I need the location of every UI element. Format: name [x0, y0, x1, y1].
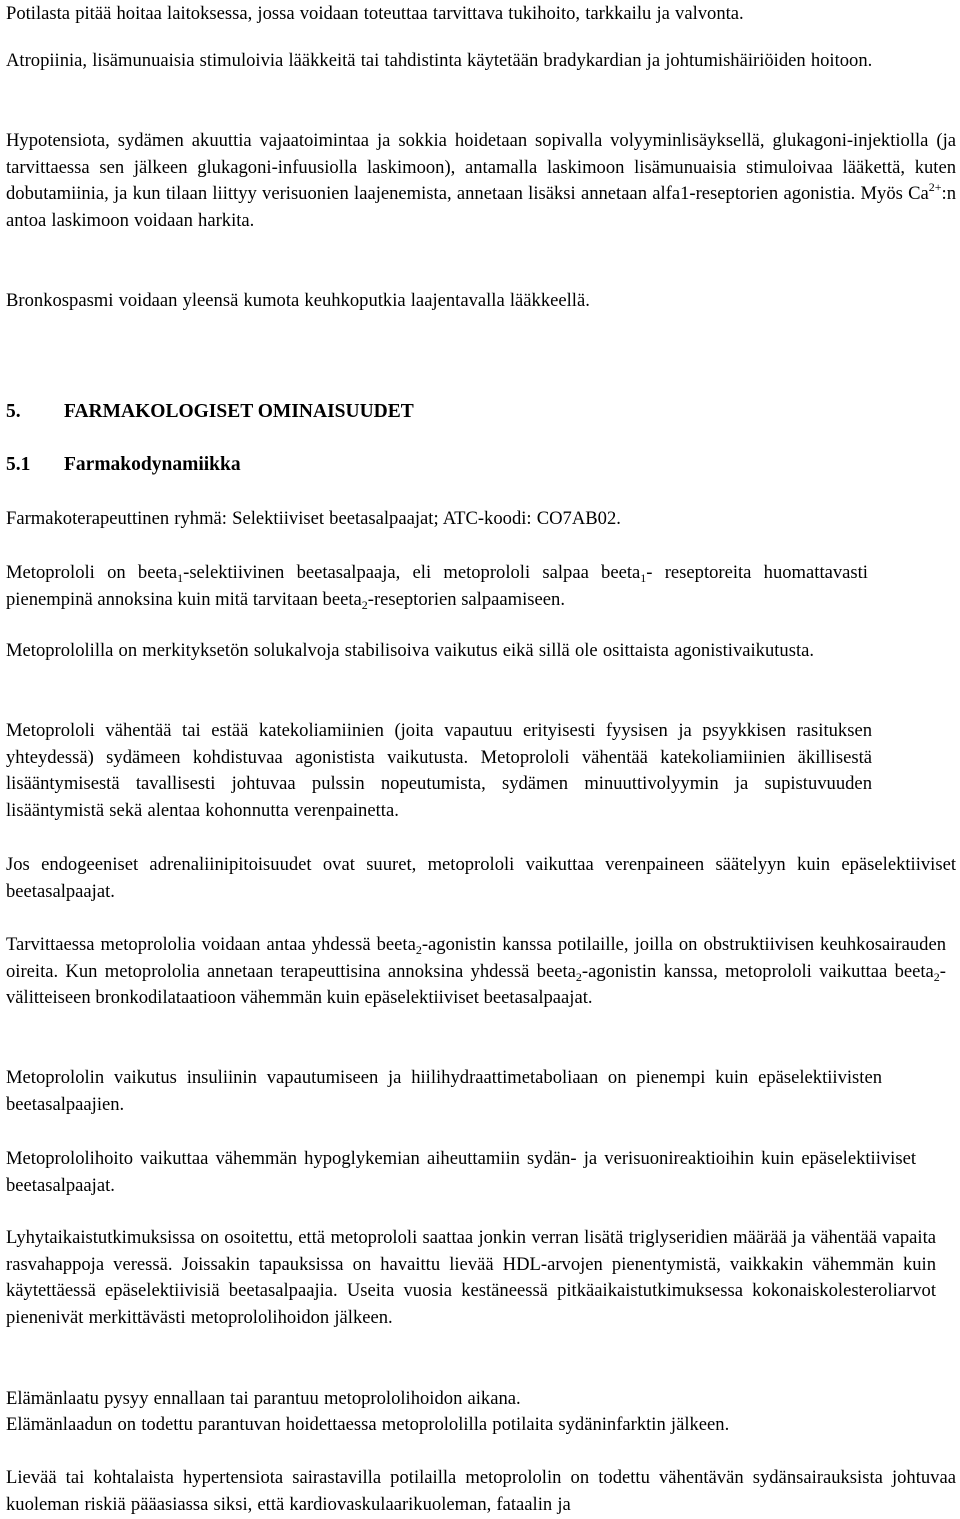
- paragraph-quality-of-life-b: Elämänlaadun on todettu parantuvan hoidettaessa metoprololilla potilaita sydäninfarktin jälkeen.: [6, 1414, 730, 1435]
- beta2-subscript-3: 2: [933, 969, 940, 984]
- calcium-superscript: 2+: [928, 180, 942, 195]
- section-title-5: FARMAKOLOGISET OMINAISUUDET: [64, 401, 414, 422]
- paragraph-catecholamines: Metoprololi vähentää tai estää katekoliamiinien (joita vapautuu erityisesti fyysisen ja psyykkisen rasituksen yhteydessä) sydämeen kohdistuvaa agonistista vaikutusta. Metoprololi vähentää katekoliamiinien äkillisestä lisääntymisestä tavallisesti johtuvaa pulssin nopeutumista, sydämen minuuttivolyymin ja supistuvuuden lisääntymistä sekä alentaa kohonnutta verenpainetta.: [6, 720, 872, 822]
- section-heading-5: [6, 399, 414, 425]
- selectivity-text-c: - reseptoreita huomattavasti pienempinä annoksina kuin mitä tarvitaan beeta: [6, 562, 868, 610]
- section-title-5-1: Farmakodynamiikka: [64, 454, 241, 475]
- beta2-text-b: -agonistin kanssa potilaille, joilla on obstruktiivisen keuhkosairauden oireita. Kun metoprololia annetaan terapeuttisina annoksina yhdessä beeta: [6, 934, 946, 982]
- hypotension-text-b: :n antoa laskimoon voidaan harkita.: [6, 183, 956, 232]
- paragraph-bronchospasm: Bronkospasmi voidaan yleensä kumota keuhkoputkia laajentavalla lääkkeellä.: [6, 290, 590, 311]
- paragraph-lipids: Lyhytaikaistutkimuksissa on osoitettu, että metoprololi saattaa jonkin verran lisätä triglyseridien määrää ja vähentää vapaita rasvahappoja veressä. Joissakin tapauksissa on havaittu lievää HDL-arvojen pienentymistä, vaikkakin vähemmän kuin käytettäessä epäselektiivisiä beetasalpaajia. Useita vuosia kestäneessä pitkäaikaistutkimuksessa kokonaiskolesteroliarvot pienenivät merkittävästi metoprololihoidon jälkeen.: [6, 1227, 936, 1329]
- paragraph-insulin: Metoprololin vaikutus insuliinin vapautumiseen ja hiilihydraattimetaboliaan on pienempi kuin epäselektiivisten beetasalpaajien.: [6, 1067, 882, 1115]
- selectivity-text-a: Metoprololi on beeta: [6, 562, 178, 583]
- section-heading-5-1: [6, 452, 241, 478]
- paragraph-atc-code: Farmakoterapeuttinen ryhmä: Selektiiviset beetasalpaajat; ATC-koodi: CO7AB02.: [6, 508, 621, 529]
- selectivity-subscript-1: 1: [177, 571, 184, 585]
- paragraph-hypotension: [6, 128, 956, 235]
- paragraph-beta2-agonists: [6, 932, 946, 1012]
- beta2-text-c: -agonistin kanssa, metoprololi vaikuttaa beeta: [581, 960, 934, 982]
- paragraph-hypoglycemia: Metoprololihoito vaikuttaa vähemmän hypoglykemian aiheuttamiin sydän- ja verisuonireaktioihin kuin epäselektiiviset beetasalpaajat.: [6, 1148, 916, 1196]
- beta2-text-a: Tarvittaessa metoprololia voidaan antaa yhdessä beeta: [6, 934, 416, 955]
- beta2-text-d: -välitteiseen bronkodilataatioon vähemmän kuin epäselektiiviset beetasalpaajat.: [6, 960, 946, 1009]
- paragraph-bradycardia: Atropiinia, lisämunuaisia stimuloivia lääkkeitä tai tahdistinta käytetään bradykardian ja johtumishäiriöiden hoitoon.: [6, 50, 873, 71]
- paragraph-hypertension: Lievää tai kohtalaista hypertensiota sairastavilla potilailla metoprololin on todettu vähentävän sydänsairauksista johtuvaa kuoleman riskiä pääasiassa siksi, että kardiovaskulaarikuoleman, fataalin ja: [6, 1467, 956, 1515]
- paragraph-membrane: Metoprololilla on merkityksetön solukalvoja stabilisoiva vaikutus eikä sillä ole osittaista agonistivaikutusta.: [6, 640, 815, 661]
- selectivity-subscript-2: 1: [640, 571, 647, 585]
- selectivity-text-d: -reseptorien salpaamiseen.: [367, 588, 565, 610]
- paragraph-selectivity: [6, 560, 868, 613]
- paragraph-quality-of-life-a: Elämänlaatu pysyy ennallaan tai parantuu metoprololihoidon aikana.: [6, 1388, 521, 1409]
- selectivity-text-b: -selektiivinen beetasalpaaja, eli metoprololi salpaa beeta: [183, 562, 641, 583]
- paragraph-endogenous-adrenaline: Jos endogeeniset adrenaliinipitoisuudet ovat suuret, metoprololi vaikuttaa verenpaineen säätelyyn kuin epäselektiiviset beetasalpaajat.: [6, 854, 956, 902]
- section-number-5-1: 5.1: [6, 454, 31, 475]
- selectivity-subscript-3: 2: [361, 597, 368, 612]
- section-number-5: 5.: [6, 401, 21, 422]
- paragraph-support-care: Potilasta pitää hoitaa laitoksessa, jossa voidaan toteuttaa tarvittava tukihoito, tarkkailu ja valvonta.: [6, 3, 744, 24]
- hypotension-text-a: Hypotensiota, sydämen akuuttia vajaatoimintaa ja sokkia hoidetaan sopivalla volyyminlisäyksellä, glukagoni-injektiolla (ja tarvittaessa sen jälkeen glukagoni-infuusiolla laskimoon), antamalla laskimoon lisämunuaisia stimuloivaa lääkettä, kuten dobutamiinia, ja kun tilaan liittyy verisuonien laajenemista, annetaan lisäksi annetaan alfa1-reseptorien agonistia. Myös Ca: [6, 130, 956, 205]
- beta2-subscript-1: 2: [415, 943, 422, 957]
- beta2-subscript-2: 2: [575, 969, 582, 984]
